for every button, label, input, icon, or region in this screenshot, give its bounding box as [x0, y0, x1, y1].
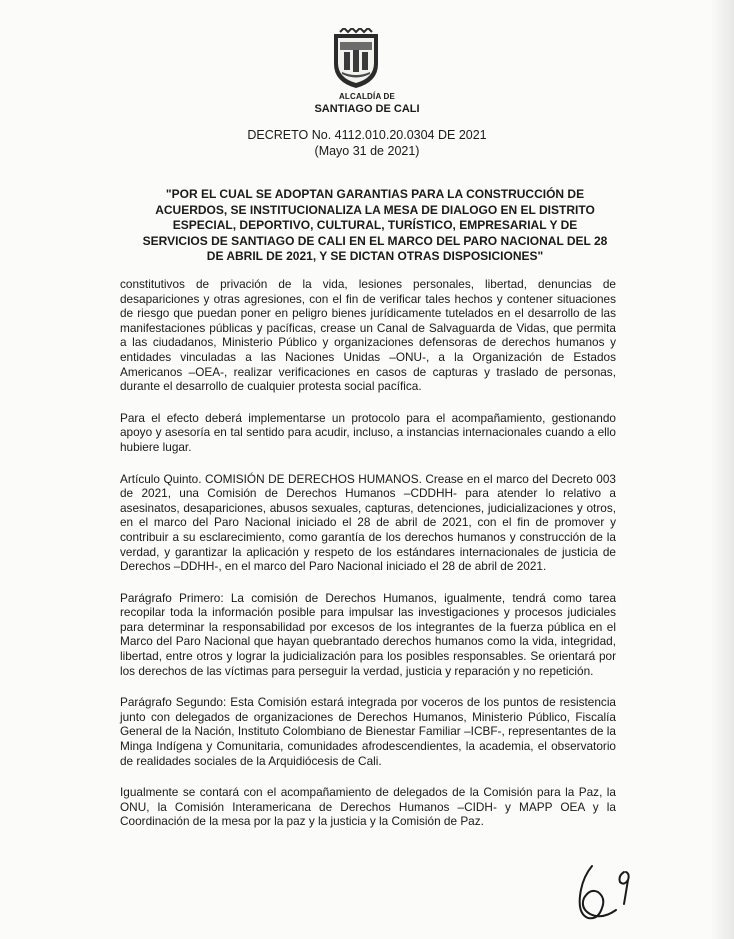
body-paragraph: Igualmente se contará con el acompañamiento de delegados de la Comisión para la Paz, la ONU, la Comisión Interamericana de Derechos Humanos –CIDH- y MAPP OEA y la Coordinación de la mesa por la paz y la justicia y la Comisión de Paz.	[120, 785, 616, 829]
document-body	[120, 277, 616, 846]
body-paragraph: Parágrafo Segundo: Esta Comisión estará integrada por voceros de los puntos de resistencia junto con delegados de organizaciones de Derechos Humanos, Ministerio Público, Fiscalía General de la Nación, Instituto Colombiano de Bienestar Familiar –ICBF-, representantes de la Minga Indígena y Comunitaria, comunidades afrodescendientes, la academia, el observatorio de realidades sociales de la Arquidiócesis de Cali.	[120, 695, 616, 768]
decree-heading	[0, 127, 734, 159]
city-coat-of-arms-icon	[330, 28, 382, 90]
decree-date: (Mayo 31 de 2021)	[314, 144, 420, 158]
decree-number: DECRETO No. 4112.010.20.0304 DE 2021	[247, 128, 487, 142]
org-name-line2: SANTIAGO DE CALI	[314, 103, 420, 115]
body-paragraph: Para el efecto deberá implementarse un protocolo para el acompañamiento, gestionando apoyo y asesoría en tal sentido para acudir, incluso, a instancias internacionales cuando a ello hubiere lugar.	[120, 410, 616, 454]
body-paragraph: Parágrafo Primero: La comisión de Derechos Humanos, igualmente, tendrá como tarea recopilar toda la información posible para impulsar las investigaciones y procesos judiciales para determinar la responsabilidad por excesos de los integrantes de la fuerza pública en el Marco del Paro Nacional que hayan quebrantado derechos humanos como la vida, integridad, libertad, entre otros y lograr la judicialización para los posibles responsables. Se orientará por los derechos de las víctimas para perseguir la verdad, justicia y reparación y no repetición.	[120, 590, 616, 678]
body-paragraph: constitutivos de privación de la vida, lesiones personales, libertad, denuncias de desapariciones y otras agresiones, con el fin de verificar tales hechos y contener situaciones de riesgo que puedan poner en peligro bienes jurídicamente tutelados en el desarrollo de las manifestaciones públicas y pacíficas, crease un Canal de Salvaguarda de Vidas, que permita a las ciudadanos, Ministerio Público y organizaciones defensoras de derechos humanos y entidades vinculadas a las Naciones Unidas –ONU-, a la Organización de Estados Americanos –OEA-, realizar verificaciones en casos de capturas y traslado de personas, durante el desarrollo de cualquier protesta social pacífica.	[120, 277, 616, 394]
body-paragraph: Artículo Quinto. COMISIÓN DE DERECHOS HUMANOS. Crease en el marco del Decreto 003 de 2021, una Comisión de Derechos Humanos –CDDHH- para atender lo relativo a asesinatos, desapariciones, abusos sexuales, capturas, detenciones, judicializaciones y otros, en el marco del Paro Nacional iniciado el 28 de abril de 2021, con el fin de promover y contribuir a su esclarecimiento, como garantía de los derechos humanos y construcción de la verdad, y garantizar la aplicación y respeto de los estándares internacionales de justicia de Derechos –DDHH-, en el marco del Paro Nacional iniciado el 28 de abril de 2021.	[120, 471, 616, 574]
decree-title: "POR EL CUAL SE ADOPTAN GARANTIAS PARA LA CONSTRUCCIÓN DE ACUERDOS, SE INSTITUCIONALIZA LA MESA DE DIALOGO EN EL DISTRITO ESPECIAL, DEPORTIVO, CULTURAL, TURÍSTICO, EMPRESARIAL Y DE SERVICIOS DE SANTIAGO DE CALI EN EL MARCO DEL PARO NACIONAL DEL 28 DE ABRIL DE 2021, Y SE DICTAN OTRAS DISPOSICIONES"	[142, 187, 608, 263]
org-name-line1: ALCALDÍA DE	[338, 92, 396, 101]
signature-icon	[562, 858, 652, 928]
